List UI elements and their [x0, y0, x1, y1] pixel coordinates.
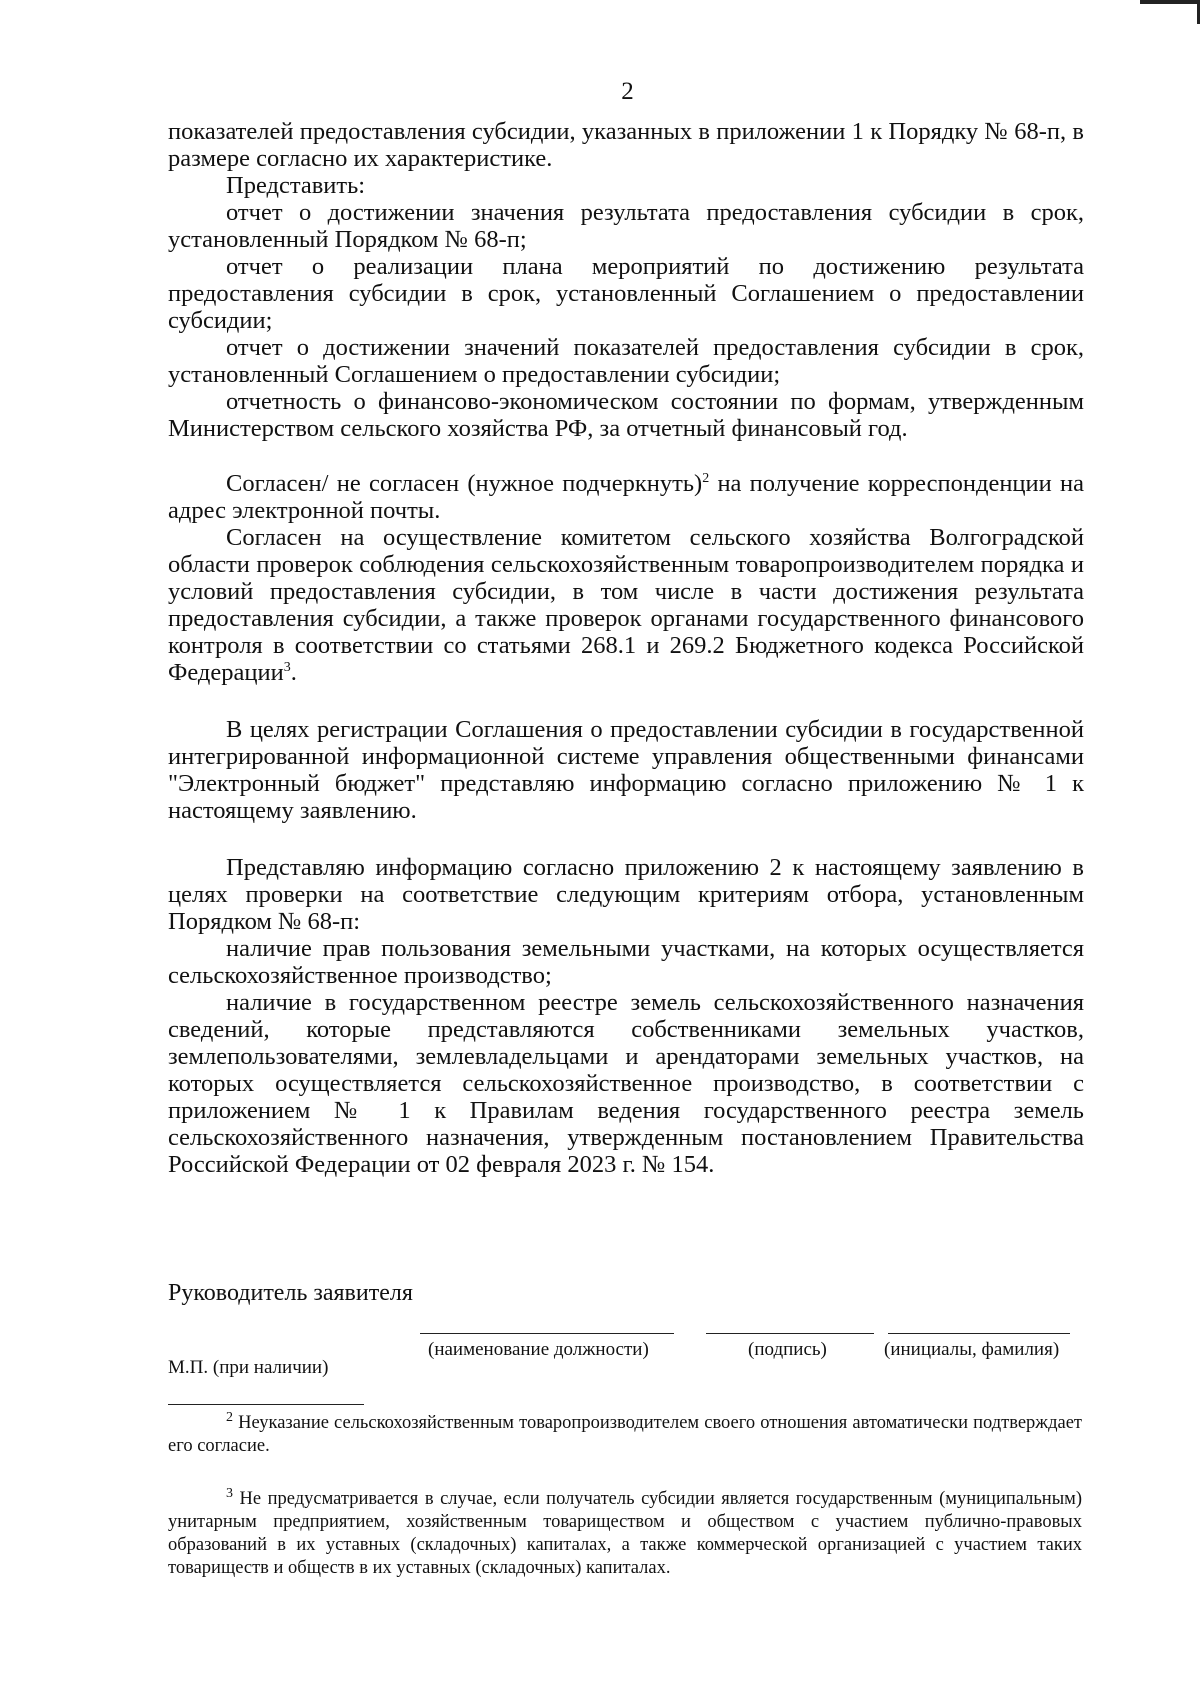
paragraph-text: Согласен/ не согласен (нужное подчеркнуть) [226, 470, 703, 497]
paragraph-text: Согласен на осуществление комитетом сельского хозяйства Волгоградской области проверок соблюдения сельскохозяйственным товаропроизводителем порядка и условий предоставления субсидии, в том числе в части достижения результата предоставления субсидии, а также проверок органами государственного финансового контроля в соответствии со статьями 268.1 и 269.2 Бюджетного кодекса Российской Федерации [168, 524, 1084, 686]
position-caption: (наименование должности) [428, 1339, 649, 1360]
paragraph: наличие в государственном реестре земель сельскохозяйственного назначения сведений, которые представляются собственниками земельных участков, землепользователями, землевладельцами и арендаторами земельных участков, на которых осуществляется сельскохозяйственное производство, в соответствии с приложением № 1 к Правилам ведения государственного реестра земель сельскохозяйственного назначения, утвержденным постановлением Правительства Российской Федерации от 02 февраля 2023 г. № 154. [168, 989, 1084, 1178]
footnote-text: Неуказание сельскохозяйственным товаропроизводителем своего отношения автоматически подтверждает его согласие. [168, 1413, 1082, 1456]
name-caption: (инициалы, фамилия) [884, 1339, 1060, 1360]
stamp-caption: М.П. (при наличии) [168, 1357, 329, 1378]
signature-line [706, 1333, 874, 1334]
name-line [888, 1333, 1070, 1334]
paragraph: отчет о реализации плана мероприятий по достижению результата предоставления субсидии в срок, установленный Соглашением о предоставлении субсидии; [168, 253, 1084, 334]
paragraph: отчет о достижении значения результата предоставления субсидии в срок, установленный Порядком № 68-п; [168, 199, 1084, 253]
paragraph: Представить: [226, 172, 366, 199]
footnote [168, 1409, 1082, 1458]
scan-corner-mark [1140, 0, 1200, 4]
paragraph-text: на получение корреспонденции на адрес электронной почты. [168, 470, 1084, 524]
footnote-mark: 2 [226, 1409, 233, 1425]
paragraph: наличие прав пользования земельными участками, на которых осуществляется сельскохозяйственное производство; [168, 935, 1084, 989]
document-body [168, 118, 1084, 1178]
paragraph [168, 524, 1084, 686]
footnote [168, 1485, 1082, 1580]
footnote-ref: 2 [702, 470, 710, 486]
footnote-text: Не предусматривается в случае, если получатель субсидии является государственным (муниципальным) унитарным предприятием, хозяйственным товариществом и обществом с участием публично-правовых образований в их уставных (складочных) капиталах, а также коммерческой организацией с участием таких товариществ и обществ в их уставных (складочных) капиталах. [168, 1489, 1082, 1578]
footnote-ref: 3 [283, 659, 291, 675]
signature-caption: (подпись) [748, 1339, 827, 1360]
paragraph: Представляю информацию согласно приложению 2 к настоящему заявлению в целях проверки на соответствие следующим критериям отбора, установленным Порядком № 68-п: [168, 854, 1084, 935]
paragraph: показателей предоставления субсидии, указанных в приложении 1 к Порядку № 68-п, в размере согласно их характеристике. [168, 118, 1084, 172]
paragraph: отчетность о финансово-экономическом состоянии по формам, утвержденным Министерством сельского хозяйства РФ, за отчетный финансовый год. [168, 388, 1084, 442]
paragraph: отчет о достижении значений показателей предоставления субсидии в срок, установленный Соглашением о предоставлении субсидии; [168, 334, 1084, 388]
paragraph-text: . [290, 659, 297, 686]
footnote-separator [168, 1404, 364, 1405]
paragraph [168, 470, 1084, 524]
footnote-mark: 3 [226, 1485, 233, 1501]
position-line [420, 1333, 674, 1334]
paragraph: В целях регистрации Соглашения о предоставлении субсидии в государственной интегрированной информационной системе управления общественными финансами "Электронный бюджет" представляю информацию согласно приложению № 1 к настоящему заявлению. [168, 716, 1084, 824]
signer-title: Руководитель заявителя [168, 1280, 413, 1306]
page-number: 2 [621, 78, 634, 105]
